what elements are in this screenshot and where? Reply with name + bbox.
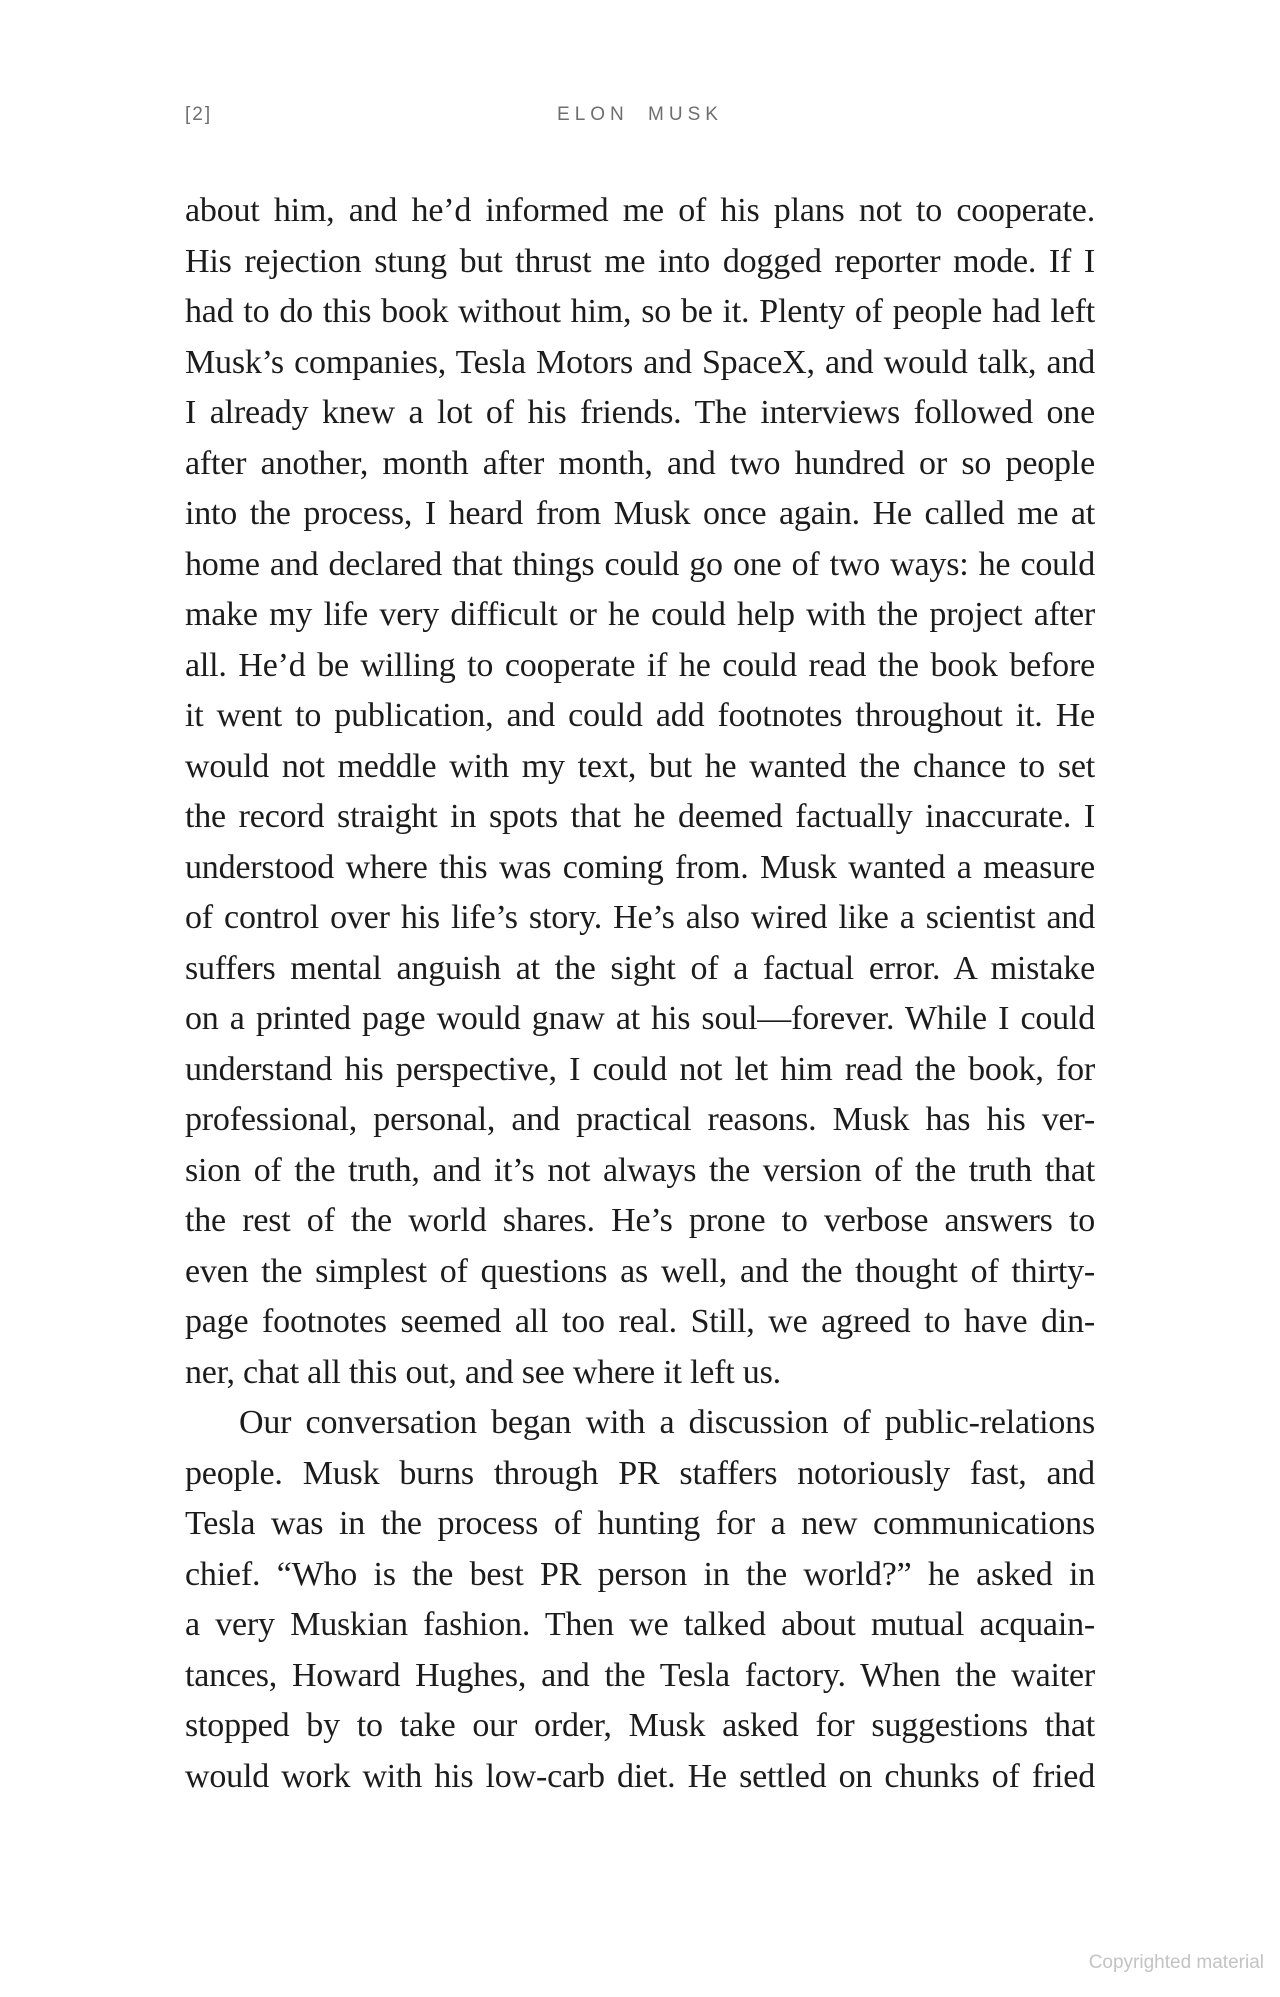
- text-line: it went to publication, and could add footnotes throughout it. He: [185, 697, 1095, 734]
- text-line: understood where this was coming from. Musk wanted a measure: [185, 848, 1095, 886]
- text-line: make my life very difficult or he could help with the project after: [185, 596, 1095, 633]
- text-line: had to do this book without him, so be it. Plenty of people had left: [185, 293, 1095, 330]
- page-number: [2]: [185, 104, 213, 125]
- text-line: after another, month after month, and two hundred or so people: [185, 444, 1095, 482]
- text-line: people. Musk burns through PR staffers notoriously fast, and: [185, 1454, 1095, 1492]
- text-line: sion of the truth, and it’s not always the version of the truth that: [185, 1151, 1095, 1189]
- text-line: understand his perspective, I could not let him read the book, for: [185, 1050, 1095, 1088]
- text-line: Tesla was in the process of hunting for a new communications: [185, 1505, 1095, 1542]
- text-line: would not meddle with my text, but he wanted the chance to set: [185, 747, 1095, 785]
- text-line: all. He’d be willing to cooperate if he could read the book before: [185, 646, 1095, 684]
- text-line: the rest of the world shares. He’s prone to verbose answers to: [185, 1202, 1095, 1239]
- body-text: [185, 186, 1095, 1802]
- text-line: about him, and he’d informed me of his plans not to cooperate.: [185, 192, 1095, 229]
- text-line: ner, chat all this out, and see where it left us.: [185, 1353, 781, 1391]
- text-line: the record straight in spots that he deemed factually inaccurate. I: [185, 798, 1095, 835]
- text-line: I already knew a lot of his friends. The interviews followed one: [185, 394, 1095, 431]
- text-line: on a printed page would gnaw at his soul—forever. While I could: [185, 1000, 1095, 1037]
- paragraph: [185, 186, 1095, 1398]
- text-line: professional, personal, and practical reasons. Musk has his ver-: [185, 1101, 1095, 1138]
- text-line: tances, Howard Hughes, and the Tesla factory. When the waiter: [185, 1656, 1095, 1694]
- text-line: even the simplest of questions as well, and the thought of thirty-: [185, 1252, 1095, 1290]
- text-line: of control over his life’s story. He’s also wired like a scientist and: [185, 899, 1095, 936]
- text-line: chief. “Who is the best PR person in the world?” he asked in: [185, 1555, 1095, 1593]
- text-line: page footnotes seemed all too real. Still, we agreed to have din-: [185, 1303, 1095, 1340]
- paragraph: [185, 1398, 1095, 1802]
- text-line: home and declared that things could go one of two ways: he could: [185, 545, 1095, 583]
- text-line: into the process, I heard from Musk once again. He called me at: [185, 495, 1095, 532]
- text-line: Our conversation began with a discussion of public-relations: [239, 1404, 1095, 1441]
- running-title: ELON MUSK: [557, 104, 723, 125]
- text-line: a very Muskian fashion. Then we talked about mutual acquain-: [185, 1606, 1095, 1643]
- running-head: [185, 104, 1095, 130]
- copyright-watermark: Copyrighted material: [1088, 1952, 1264, 1973]
- text-line: Musk’s companies, Tesla Motors and SpaceX, and would talk, and: [185, 343, 1095, 381]
- text-line: stopped by to take our order, Musk asked for suggestions that: [185, 1707, 1095, 1744]
- text-line: would work with his low-carb diet. He settled on chunks of fried: [185, 1757, 1095, 1795]
- text-line: His rejection stung but thrust me into dogged reporter mode. If I: [185, 242, 1095, 280]
- text-line: suffers mental anguish at the sight of a factual error. A mistake: [185, 949, 1095, 987]
